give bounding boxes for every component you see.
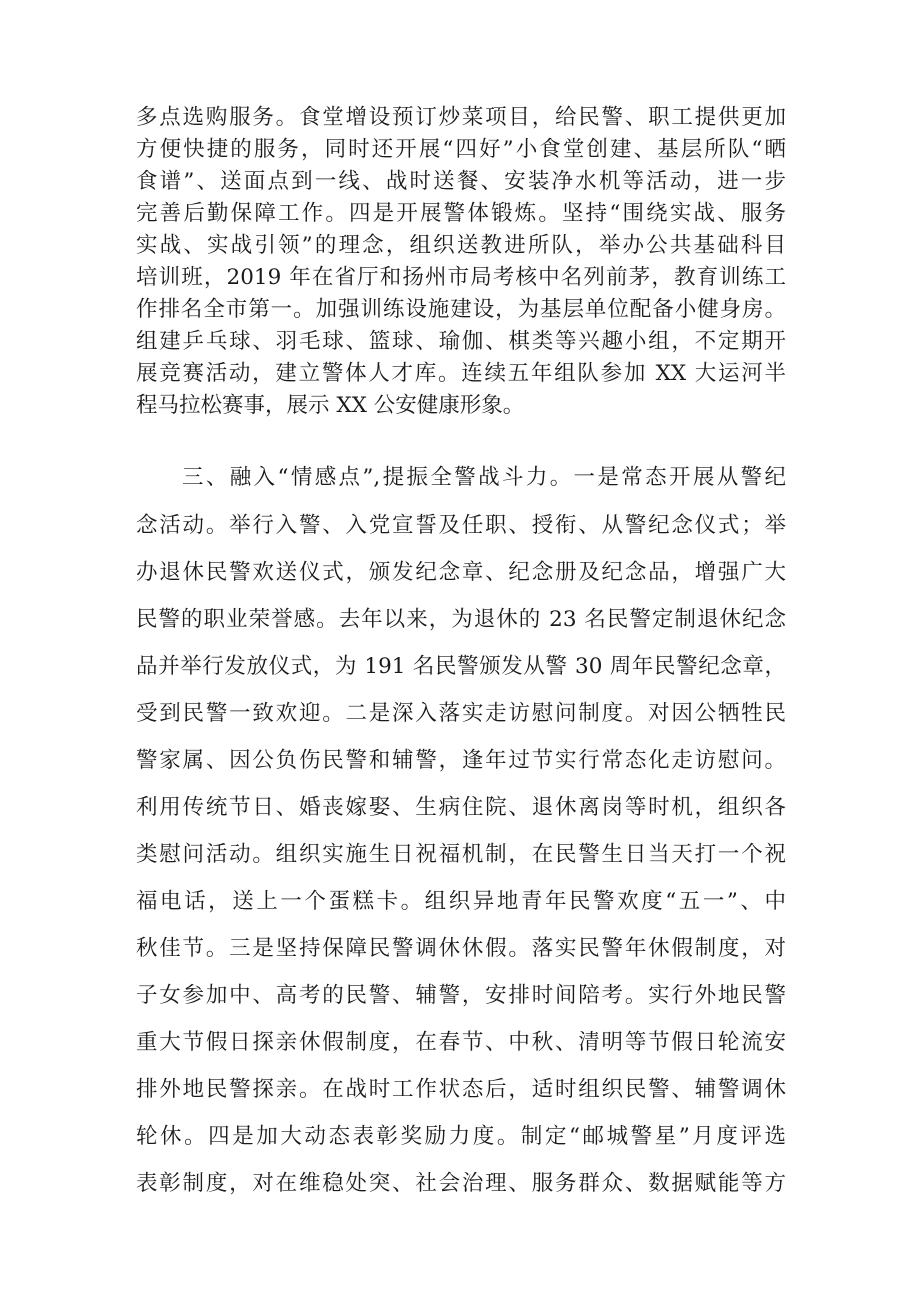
- text-line: 品并举行发放仪式，为 191 名民警颁发从警 30 周年民警纪念章，: [136, 654, 786, 679]
- text-line: 作排名全市第一。加强训练设施建设，为基层单位配备小健身房。: [136, 297, 786, 322]
- text-line: 轮休。四是加大动态表彰奖励力度。制定“邮城警星”月度评选: [136, 1124, 786, 1149]
- text-line: 秋佳节。三是坚持保障民警调休休假。落实民警年休假制度，对: [136, 936, 786, 961]
- text-line: 食谱”、送面点到一线、战时送餐、安装净水机等活动，进一步: [136, 169, 786, 194]
- text-line: 完善后勤保障工作。四是开展警体锻炼。坚持“围绕实战、服务: [136, 201, 786, 226]
- text-line: 重大节假日探亲休假制度，在春节、中秋、清明等节假日轮流安: [136, 1030, 786, 1055]
- text-line: 多点选购服务。食堂增设预订炒菜项目，给民警、职工提供更加: [136, 105, 786, 130]
- text-line: 办退休民警欢送仪式，颁发纪念章、纪念册及纪念品，增强广大: [136, 560, 786, 585]
- text-line: 受到民警一致欢迎。二是深入落实走访慰问制度。对因公牺牲民: [136, 701, 786, 726]
- text-line: 念活动。举行入警、入党宣誓及任职、授衔、从警纪念仪式；举: [136, 513, 786, 538]
- text-line: 方便快捷的服务，同时还开展“四好”小食堂创建、基层所队“晒: [136, 137, 786, 162]
- text-line: 福电话，送上一个蛋糕卡。组织异地青年民警欢度“五一”、中: [136, 889, 786, 914]
- text-line: 程马拉松赛事，展示 XX 公安健康形象。: [136, 393, 525, 418]
- text-line: 展竞赛活动，建立警体人才库。连续五年组队参加 XX 大运河半: [136, 361, 786, 386]
- text-line: 组建乒乓球、羽毛球、篮球、瑜伽、棋类等兴趣小组，不定期开: [136, 329, 786, 354]
- text-line: 培训班，2019 年在省厅和扬州市局考核中名列前茅，教育训练工: [136, 265, 786, 290]
- text-line: 类慰问活动。组织实施生日祝福机制，在民警生日当天打一个祝: [136, 842, 786, 867]
- text-line: 三、融入“情感点”,提振全警战斗力。一是常态开展从警纪: [182, 465, 786, 490]
- text-line: 子女参加中、高考的民警、辅警，安排时间陪考。实行外地民警: [136, 983, 786, 1008]
- text-line: 民警的职业荣誉感。去年以来，为退休的 23 名民警定制退休纪念: [136, 607, 786, 632]
- text-line: 警家属、因公负伤民警和辅警，逢年过节实行常态化走访慰问。: [136, 748, 786, 773]
- text-line: 实战、实战引领”的理念，组织送教进所队，举办公共基础科目: [136, 233, 786, 258]
- text-line: 利用传统节日、婚丧嫁娶、生病住院、退休离岗等时机，组织各: [136, 795, 786, 820]
- text-line: 排外地民警探亲。在战时工作状态后，适时组织民警、辅警调休: [136, 1077, 786, 1102]
- text-line: 表彰制度，对在维稳处突、社会治理、服务群众、数据赋能等方: [136, 1171, 786, 1196]
